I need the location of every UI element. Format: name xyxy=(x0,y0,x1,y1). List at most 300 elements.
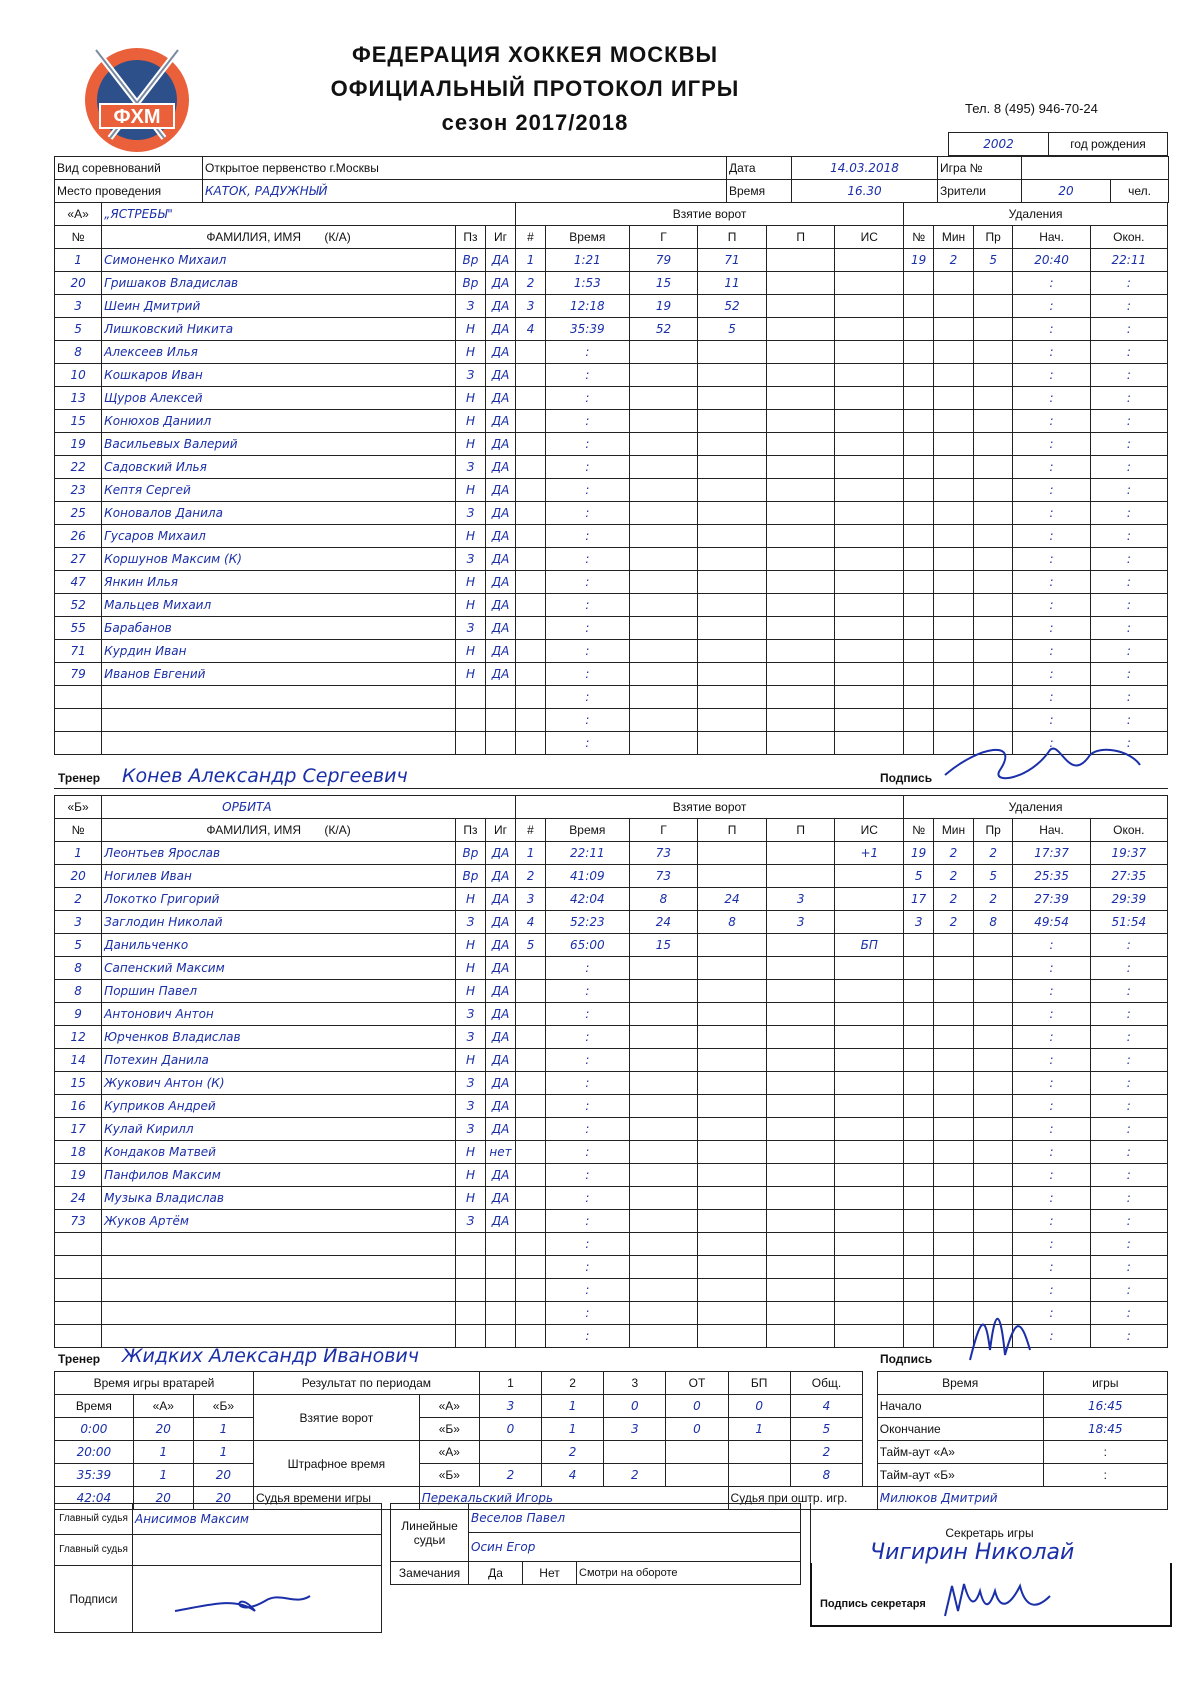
penalty-player xyxy=(904,686,934,709)
penalty-end: : xyxy=(1090,1233,1167,1256)
penalty-minutes: 2 xyxy=(934,888,974,911)
penalty-minutes xyxy=(934,433,974,456)
spacer xyxy=(863,1372,878,1395)
team-b-signature xyxy=(960,1300,1050,1370)
player-number: 55 xyxy=(55,617,102,640)
goal-assist-2 xyxy=(766,571,835,594)
player-name: Гришаков Владислав xyxy=(102,272,456,295)
player-position: З xyxy=(455,1210,485,1233)
player-number: 10 xyxy=(55,364,102,387)
goal-scorer xyxy=(629,341,698,364)
player-position: Вр xyxy=(455,249,485,272)
res-col-1: 1 xyxy=(479,1372,541,1395)
player-name: Юрченков Владислав xyxy=(102,1026,456,1049)
goal-assist-2 xyxy=(766,502,835,525)
row-a-label: «А» xyxy=(419,1441,479,1464)
table-row xyxy=(55,911,1168,934)
col-pz: Пз xyxy=(455,819,485,842)
goal-assist-2 xyxy=(766,249,835,272)
player-name: Ногилев Иван xyxy=(102,865,456,888)
table-row xyxy=(55,957,1168,980)
goal-assist-1 xyxy=(698,1164,767,1187)
penalty-player xyxy=(904,341,934,364)
goal-scorer xyxy=(629,640,698,663)
col-ig: Иг xyxy=(485,226,515,249)
penalty-end: : xyxy=(1090,957,1167,980)
pen-a-bp xyxy=(728,1441,790,1464)
penalty-end: : xyxy=(1090,548,1167,571)
player-played: ДА xyxy=(485,594,515,617)
goal-assist-2 xyxy=(766,1003,835,1026)
goal-situation xyxy=(835,433,904,456)
penalty-player xyxy=(904,980,934,1003)
player-number: 5 xyxy=(55,934,102,957)
col-is: ИС xyxy=(835,819,904,842)
goal-scorer xyxy=(629,1095,698,1118)
goal-time: : xyxy=(546,1003,630,1026)
penalty-reason xyxy=(973,456,1013,479)
player-number: 3 xyxy=(55,295,102,318)
date-label: Дата xyxy=(727,157,792,180)
player-played: ДА xyxy=(485,456,515,479)
season-title: сезон 2017/2018 xyxy=(441,110,629,135)
penalty-start: : xyxy=(1013,571,1090,594)
penalty-reason: 5 xyxy=(973,865,1013,888)
goal-situation xyxy=(835,341,904,364)
player-position xyxy=(455,686,485,709)
penalty-minutes xyxy=(934,686,974,709)
table-row xyxy=(55,1187,1168,1210)
player-position xyxy=(455,709,485,732)
player-name: Антонович Антон xyxy=(102,1003,456,1026)
spacer xyxy=(863,1464,878,1487)
goal-time: 52:23 xyxy=(546,911,630,934)
linesmen-label: Линейные судьи xyxy=(391,1504,469,1562)
penalty-start: 49:54 xyxy=(1013,911,1090,934)
penalty-start: : xyxy=(1013,1164,1090,1187)
penalty-minutes xyxy=(934,1256,974,1279)
penalty-reason xyxy=(973,1256,1013,1279)
pen-a-total: 2 xyxy=(790,1441,863,1464)
penalty-reason xyxy=(973,272,1013,295)
goal-assist-1 xyxy=(698,934,767,957)
end-label: Окончание xyxy=(877,1418,1043,1441)
penalty-player xyxy=(904,1210,934,1233)
goal-situation xyxy=(835,249,904,272)
penalty-start: 20:40 xyxy=(1013,249,1090,272)
team-b-pen-title: Удаления xyxy=(904,796,1168,819)
penalty-end: : xyxy=(1090,318,1167,341)
team-a-pen-title: Удаления xyxy=(904,203,1168,226)
goal-assist-1 xyxy=(698,1118,767,1141)
penalty-judge-value: Милюков Дмитрий xyxy=(877,1487,1167,1510)
penalty-minutes xyxy=(934,1141,974,1164)
penalty-end: : xyxy=(1090,617,1167,640)
player-number: 73 xyxy=(55,1210,102,1233)
penalty-reason xyxy=(973,1072,1013,1095)
goal-scorer xyxy=(629,1256,698,1279)
goal-scorer: 19 xyxy=(629,295,698,318)
player-name: Кептя Сергей xyxy=(102,479,456,502)
goal-assist-2 xyxy=(766,479,835,502)
bottom-table xyxy=(54,1371,1168,1510)
goal-assist-1 xyxy=(698,663,767,686)
player-number: 26 xyxy=(55,525,102,548)
penalty-start: : xyxy=(1013,295,1090,318)
time-label: Время xyxy=(727,180,792,203)
table-row xyxy=(55,663,1168,686)
goal-situation xyxy=(835,732,904,755)
penalty-start: : xyxy=(1013,1233,1090,1256)
penalty-player xyxy=(904,1049,934,1072)
timeout-b-label: Тайм-аут «Б» xyxy=(877,1464,1043,1487)
goal-scorer: 15 xyxy=(629,934,698,957)
player-name xyxy=(102,732,456,755)
goal-assist-1 xyxy=(698,410,767,433)
player-played xyxy=(485,1279,515,1302)
remarks-no: Нет xyxy=(523,1562,577,1585)
goal-situation xyxy=(835,456,904,479)
penalty-player xyxy=(904,1026,934,1049)
player-played: ДА xyxy=(485,980,515,1003)
goal-assist-1 xyxy=(698,502,767,525)
penalty-player xyxy=(904,617,934,640)
penalty-end: : xyxy=(1090,1072,1167,1095)
player-played: ДА xyxy=(485,888,515,911)
penalty-reason xyxy=(973,525,1013,548)
player-position: З xyxy=(455,364,485,387)
penalty-minutes xyxy=(934,364,974,387)
penalty-player xyxy=(904,571,934,594)
penalty-end: : xyxy=(1090,571,1167,594)
penalty-start: : xyxy=(1013,1187,1090,1210)
goal-time: : xyxy=(546,732,630,755)
table-row xyxy=(55,1164,1168,1187)
goal-situation xyxy=(835,640,904,663)
player-played xyxy=(485,732,515,755)
goal-scorer xyxy=(629,980,698,1003)
timekeeper-value: Перекальский Игорь xyxy=(419,1487,728,1510)
player-played xyxy=(485,1233,515,1256)
goal-assist-1 xyxy=(698,364,767,387)
goal-number: 1 xyxy=(516,249,546,272)
penalty-reason xyxy=(973,1210,1013,1233)
penalty-end: : xyxy=(1090,1302,1167,1325)
player-name: Кошкаров Иван xyxy=(102,364,456,387)
player-number xyxy=(55,1256,102,1279)
goal-number xyxy=(516,433,546,456)
player-number: 9 xyxy=(55,1003,102,1026)
gk-row-1-a: 20 xyxy=(133,1418,193,1441)
goal-number xyxy=(516,1279,546,1302)
spectators-label: Зрители xyxy=(938,180,1022,203)
penalty-player: 3 xyxy=(904,911,934,934)
logo-text: ФХМ xyxy=(113,106,161,128)
goal-number: 4 xyxy=(516,318,546,341)
penalty-judge-label: Судья при оштр. игр. xyxy=(728,1487,877,1510)
goal-number xyxy=(516,364,546,387)
player-position xyxy=(455,1302,485,1325)
penalty-start: 25:35 xyxy=(1013,865,1090,888)
penalty-start: : xyxy=(1013,980,1090,1003)
penalty-reason xyxy=(973,1003,1013,1026)
main-ref-value: Анисимов Максим xyxy=(133,1504,382,1535)
goal-scorer xyxy=(629,1325,698,1348)
col-p2: П xyxy=(766,226,835,249)
col-pmin: Мин xyxy=(934,819,974,842)
player-number xyxy=(55,1233,102,1256)
penalty-player xyxy=(904,364,934,387)
goal-situation xyxy=(835,1302,904,1325)
goal-situation xyxy=(835,617,904,640)
competition-value: Открытое первенство г.Москвы xyxy=(203,157,727,180)
player-number: 17 xyxy=(55,1118,102,1141)
penalty-start: : xyxy=(1013,640,1090,663)
player-name: Курдин Иван xyxy=(102,640,456,663)
goal-number xyxy=(516,617,546,640)
goal-assist-1: 52 xyxy=(698,295,767,318)
penalty-minutes xyxy=(934,663,974,686)
goal-assist-1: 8 xyxy=(698,911,767,934)
penalty-minutes: 2 xyxy=(934,249,974,272)
player-number: 3 xyxy=(55,911,102,934)
goal-number xyxy=(516,686,546,709)
gk-row-4-a: 20 xyxy=(133,1487,193,1510)
goal-scorer: 24 xyxy=(629,911,698,934)
goal-time: : xyxy=(546,410,630,433)
penalty-start: : xyxy=(1013,1302,1090,1325)
gk-title: Время игры вратарей xyxy=(55,1372,254,1395)
penalty-end: : xyxy=(1090,980,1167,1003)
penalty-end: : xyxy=(1090,1095,1167,1118)
goal-time: : xyxy=(546,686,630,709)
penalty-player: 19 xyxy=(904,249,934,272)
penalty-reason xyxy=(973,1026,1013,1049)
goals-b-total: 5 xyxy=(790,1418,863,1441)
pen-b-3: 2 xyxy=(604,1464,666,1487)
res-goals-label: Взятие ворот xyxy=(253,1395,419,1441)
goal-time: : xyxy=(546,479,630,502)
penalty-end: : xyxy=(1090,456,1167,479)
penalty-reason xyxy=(973,1141,1013,1164)
penalty-minutes xyxy=(934,1072,974,1095)
penalty-minutes xyxy=(934,1003,974,1026)
player-position: Н xyxy=(455,387,485,410)
table-row xyxy=(55,479,1168,502)
penalty-minutes: 2 xyxy=(934,911,974,934)
penalty-reason xyxy=(973,295,1013,318)
penalty-start: : xyxy=(1013,433,1090,456)
time-title: Время xyxy=(877,1372,1043,1395)
penalty-player xyxy=(904,1279,934,1302)
team-a-coach-line xyxy=(54,788,1168,789)
goal-time: : xyxy=(546,1279,630,1302)
penalty-end: : xyxy=(1090,410,1167,433)
table-row xyxy=(55,865,1168,888)
goal-time: : xyxy=(546,957,630,980)
player-number: 22 xyxy=(55,456,102,479)
penalty-end: : xyxy=(1090,1325,1167,1348)
team-a-name: „ЯСТРЕБЫ" xyxy=(102,203,516,226)
col-pstart: Нач. xyxy=(1013,226,1090,249)
goal-number xyxy=(516,1233,546,1256)
goal-time: : xyxy=(546,433,630,456)
res-col-2: 2 xyxy=(542,1372,604,1395)
penalty-reason xyxy=(973,387,1013,410)
penalty-start: : xyxy=(1013,957,1090,980)
secretary-box xyxy=(810,1563,1172,1627)
goal-time: : xyxy=(546,640,630,663)
penalty-reason xyxy=(973,980,1013,1003)
penalty-reason xyxy=(973,502,1013,525)
player-position: Н xyxy=(455,934,485,957)
birth-year-value: 2002 xyxy=(949,133,1049,156)
penalty-player xyxy=(904,594,934,617)
spacer xyxy=(863,1395,878,1418)
penalty-start: : xyxy=(1013,1141,1090,1164)
goal-assist-1 xyxy=(698,341,767,364)
goal-assist-2 xyxy=(766,1095,835,1118)
goal-number xyxy=(516,525,546,548)
penalty-start: : xyxy=(1013,594,1090,617)
res-col-total: Общ. xyxy=(790,1372,863,1395)
goal-number xyxy=(516,1026,546,1049)
goal-assist-2 xyxy=(766,934,835,957)
penalty-minutes xyxy=(934,571,974,594)
player-number: 8 xyxy=(55,980,102,1003)
player-played: ДА xyxy=(485,911,515,934)
goal-time: : xyxy=(546,1302,630,1325)
goal-number xyxy=(516,548,546,571)
goal-scorer xyxy=(629,663,698,686)
penalty-player xyxy=(904,410,934,433)
penalty-minutes xyxy=(934,1164,974,1187)
goal-scorer xyxy=(629,1302,698,1325)
goal-assist-2 xyxy=(766,410,835,433)
goal-assist-2 xyxy=(766,686,835,709)
table-row xyxy=(55,548,1168,571)
col-hash: # xyxy=(516,226,546,249)
player-played: ДА xyxy=(485,433,515,456)
player-name: Жукович Антон (К) xyxy=(102,1072,456,1095)
goal-assist-1 xyxy=(698,865,767,888)
penalty-player xyxy=(904,295,934,318)
goal-time: : xyxy=(546,341,630,364)
penalty-minutes: 2 xyxy=(934,842,974,865)
goal-time: : xyxy=(546,1072,630,1095)
penalty-start: : xyxy=(1013,617,1090,640)
player-position xyxy=(455,1325,485,1348)
goal-number xyxy=(516,1325,546,1348)
player-number: 23 xyxy=(55,479,102,502)
signatures-area xyxy=(133,1566,382,1633)
goal-assist-2 xyxy=(766,1026,835,1049)
penalty-start: : xyxy=(1013,387,1090,410)
referee-signature xyxy=(135,1566,335,1626)
player-played: ДА xyxy=(485,249,515,272)
goal-situation xyxy=(835,1210,904,1233)
col-ka: (К/А) xyxy=(324,230,351,244)
penalty-minutes xyxy=(934,640,974,663)
table-row xyxy=(55,525,1168,548)
goal-assist-2 xyxy=(766,1325,835,1348)
penalty-start: : xyxy=(1013,1072,1090,1095)
goal-situation xyxy=(835,865,904,888)
penalty-player xyxy=(904,1072,934,1095)
table-row xyxy=(55,318,1168,341)
goal-scorer xyxy=(629,525,698,548)
penalty-end: : xyxy=(1090,934,1167,957)
goal-assist-2 xyxy=(766,456,835,479)
spectators-unit: чел. xyxy=(1111,180,1169,203)
goal-situation xyxy=(835,663,904,686)
col-name xyxy=(102,819,456,842)
col-pnum: № xyxy=(904,819,934,842)
goal-time: : xyxy=(546,663,630,686)
player-name: Конюхов Даниил xyxy=(102,410,456,433)
penalty-minutes xyxy=(934,1095,974,1118)
res-pen-label: Штрафное время xyxy=(253,1441,419,1487)
player-number: 8 xyxy=(55,957,102,980)
player-name: Щуров Алексей xyxy=(102,387,456,410)
goal-assist-1 xyxy=(698,686,767,709)
goal-number: 3 xyxy=(516,888,546,911)
goal-situation xyxy=(835,1233,904,1256)
player-position: Вр xyxy=(455,842,485,865)
penalty-start: 17:37 xyxy=(1013,842,1090,865)
player-name: Васильевых Валерий xyxy=(102,433,456,456)
goal-assist-1: 24 xyxy=(698,888,767,911)
penalty-minutes xyxy=(934,295,974,318)
goal-scorer xyxy=(629,1141,698,1164)
player-name xyxy=(102,686,456,709)
pen-a-2: 2 xyxy=(542,1441,604,1464)
table-row xyxy=(55,571,1168,594)
timeout-a-label: Тайм-аут «А» xyxy=(877,1441,1043,1464)
col-ka: (К/А) xyxy=(324,823,351,837)
penalty-reason xyxy=(973,410,1013,433)
player-position: З xyxy=(455,456,485,479)
goal-scorer xyxy=(629,1072,698,1095)
player-number: 25 xyxy=(55,502,102,525)
player-position: Вр xyxy=(455,865,485,888)
table-row xyxy=(55,934,1168,957)
goal-situation xyxy=(835,1026,904,1049)
player-position: Н xyxy=(455,1141,485,1164)
goal-assist-1 xyxy=(698,456,767,479)
penalty-reason xyxy=(973,1164,1013,1187)
table-row xyxy=(55,410,1168,433)
goal-assist-2 xyxy=(766,1210,835,1233)
row-b-label: «Б» xyxy=(419,1418,479,1441)
penalty-reason xyxy=(973,617,1013,640)
player-played: ДА xyxy=(485,1118,515,1141)
table-row xyxy=(55,364,1168,387)
goal-scorer xyxy=(629,410,698,433)
goal-situation xyxy=(835,295,904,318)
goal-number xyxy=(516,1187,546,1210)
player-played xyxy=(485,1302,515,1325)
gk-a-label: «А» xyxy=(133,1395,193,1418)
player-number: 47 xyxy=(55,571,102,594)
gk-row-3-time: 35:39 xyxy=(55,1464,134,1487)
captain-mark: (К) xyxy=(220,552,242,566)
goal-scorer xyxy=(629,502,698,525)
goal-time: : xyxy=(546,364,630,387)
gk-row-4-time: 42:04 xyxy=(55,1487,134,1510)
main-ref-label: Главный судья xyxy=(55,1504,133,1535)
goals-b-ot: 0 xyxy=(666,1418,728,1441)
